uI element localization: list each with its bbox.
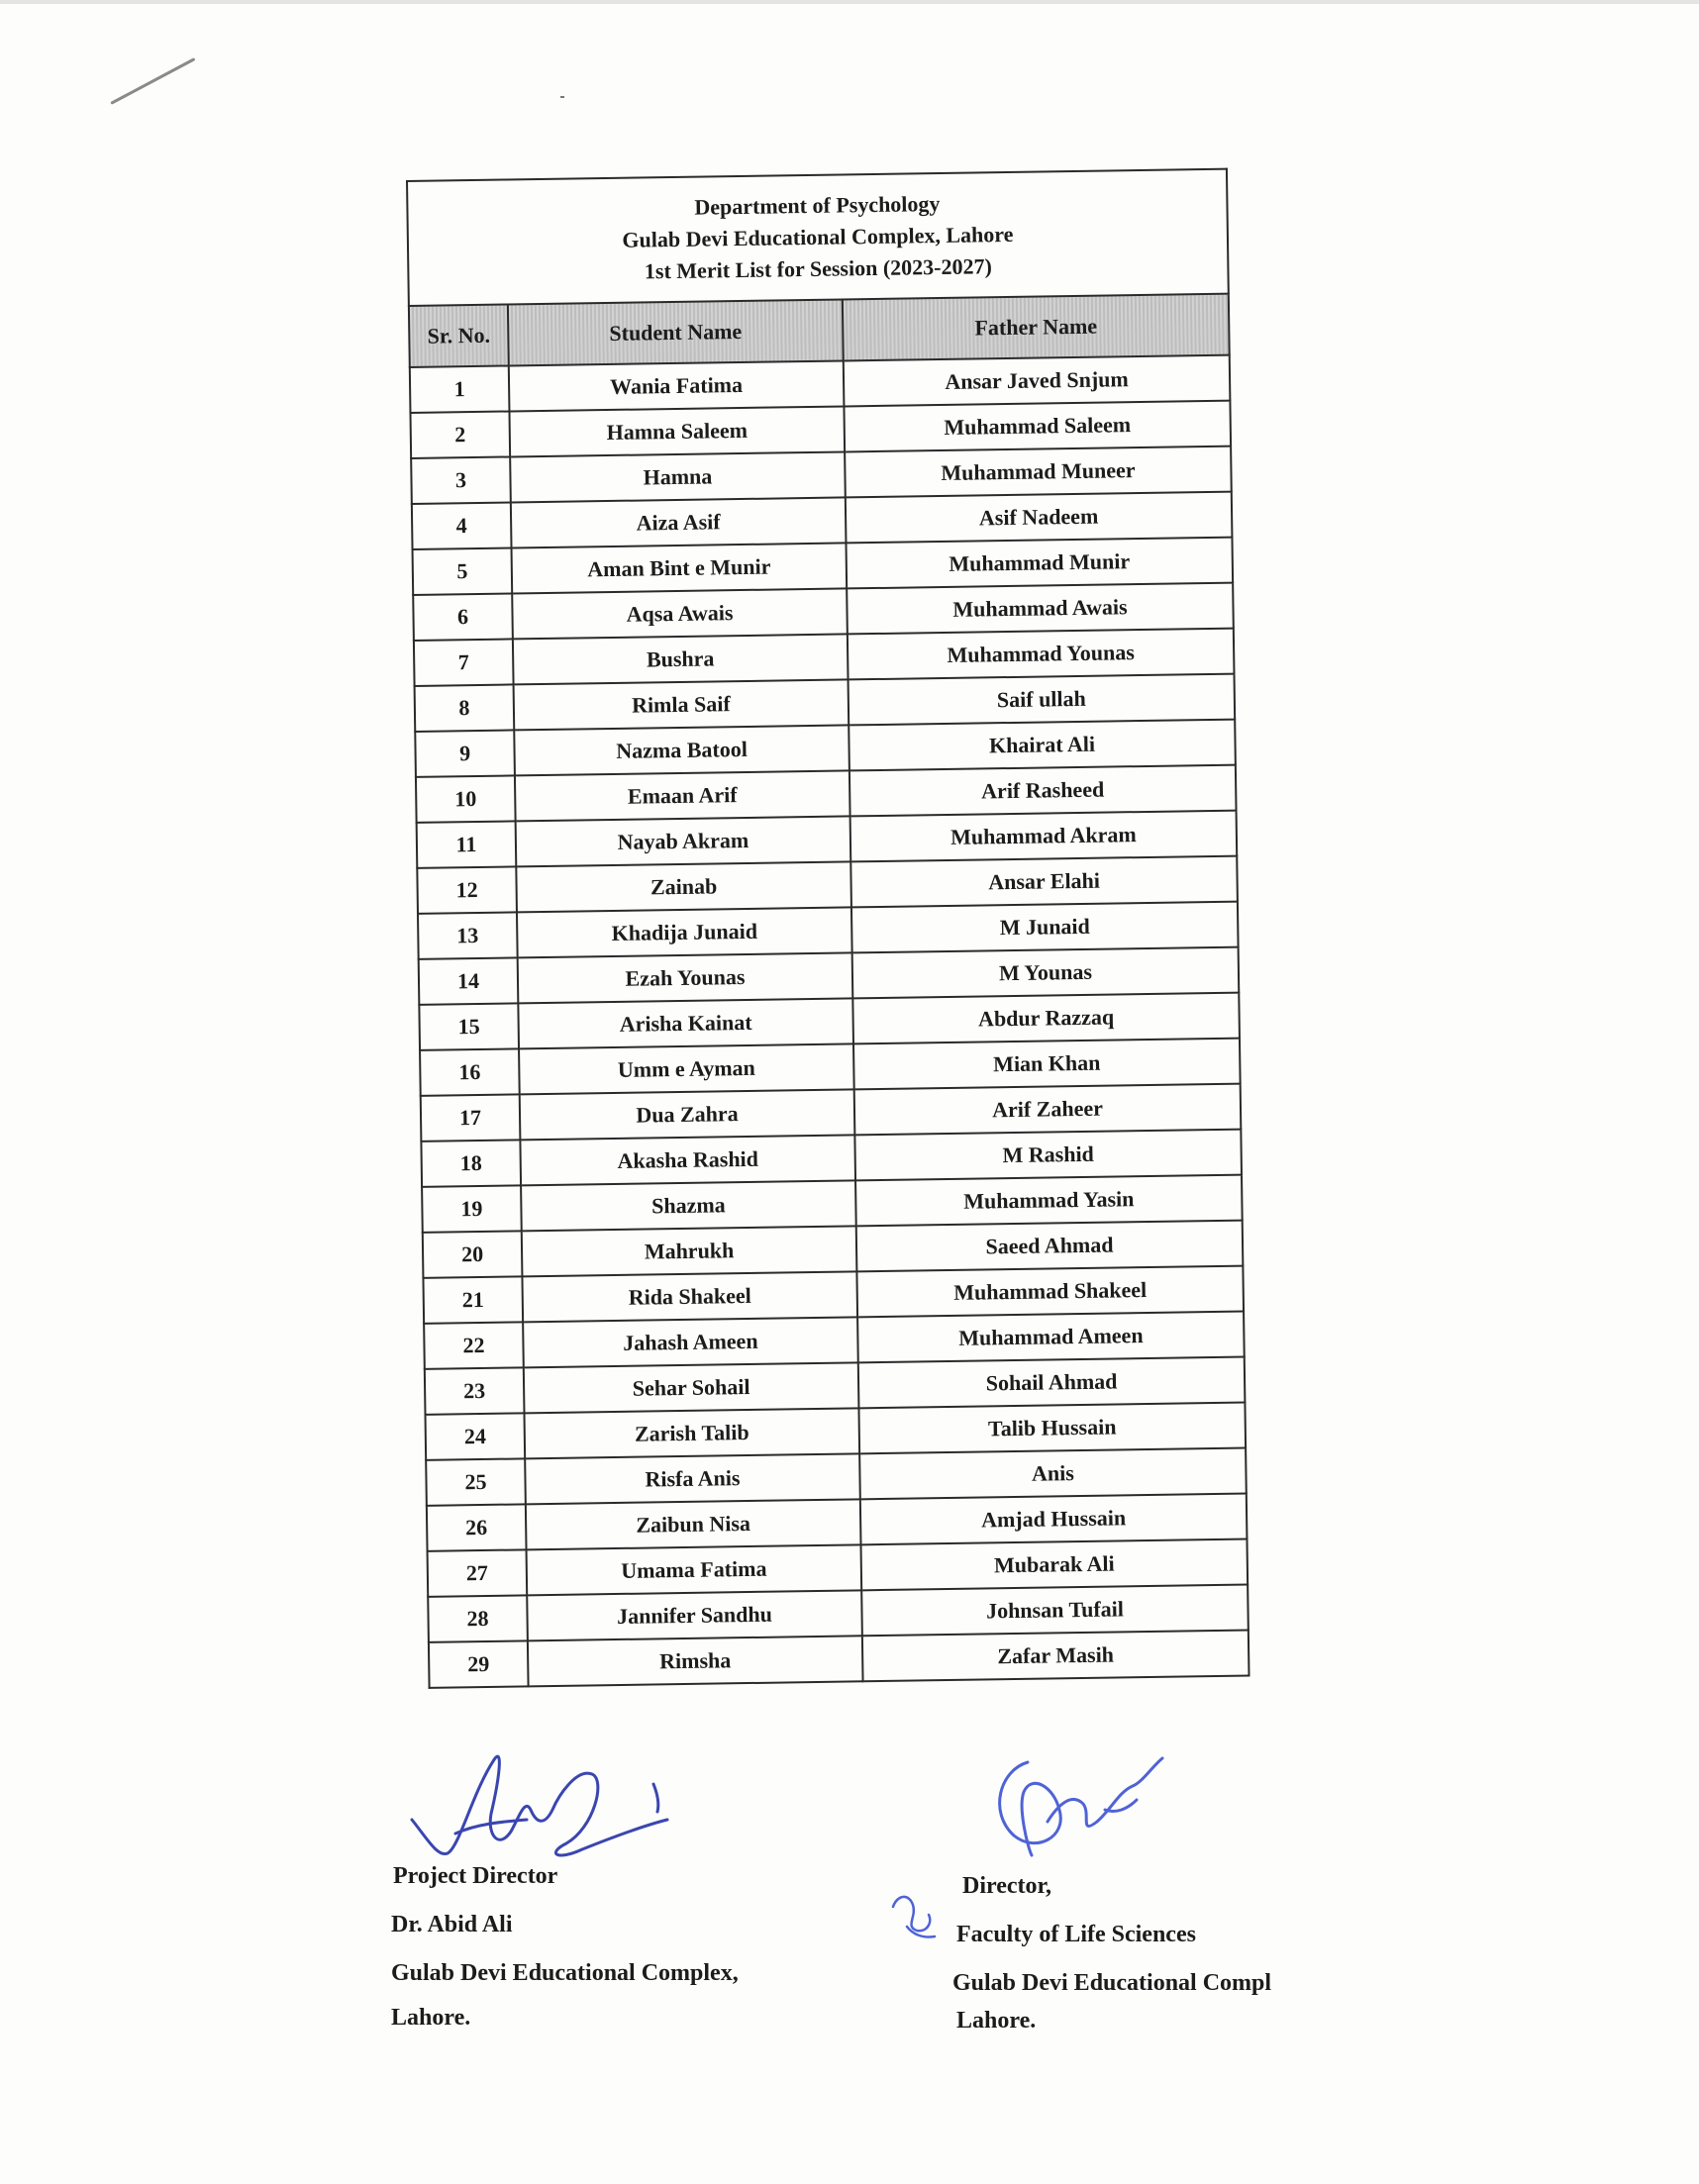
father-name-cell: Amjad Hussain bbox=[860, 1494, 1248, 1545]
father-name-cell: Muhammad Muneer bbox=[845, 447, 1232, 498]
left-signatory-title: Project Director bbox=[393, 1863, 558, 1889]
sr-no-cell: 2 bbox=[410, 411, 510, 457]
sr-no-cell: 9 bbox=[415, 730, 515, 776]
sr-no-cell: 27 bbox=[428, 1549, 528, 1596]
student-name-cell: Zainab bbox=[516, 861, 851, 912]
project-director-signature bbox=[408, 1750, 685, 1869]
student-name-cell: Sehar Sohail bbox=[524, 1362, 859, 1413]
father-name-cell: Talib Hussain bbox=[858, 1403, 1246, 1454]
pen-stroke-mark bbox=[110, 57, 195, 105]
sr-no-cell: 4 bbox=[412, 502, 512, 548]
father-name-cell: Arif Zaheer bbox=[854, 1084, 1242, 1136]
student-name-cell: Rimla Saif bbox=[514, 679, 850, 730]
student-name-cell: Dua Zahra bbox=[520, 1089, 855, 1140]
student-name-cell: Umama Fatima bbox=[527, 1544, 862, 1595]
sr-no-cell: 15 bbox=[419, 1003, 519, 1049]
merit-list-table bbox=[406, 168, 1250, 1689]
sr-no-cell: 3 bbox=[411, 456, 511, 503]
student-name-cell: Rida Shakeel bbox=[522, 1271, 857, 1322]
sr-no-cell: 10 bbox=[416, 775, 516, 822]
table-title bbox=[407, 169, 1229, 306]
sr-no-cell: 7 bbox=[414, 639, 514, 685]
sr-no-cell: 22 bbox=[424, 1322, 524, 1368]
director-signature bbox=[988, 1752, 1166, 1861]
father-name-cell: Ansar Elahi bbox=[850, 856, 1238, 908]
sr-no-cell: 20 bbox=[423, 1231, 523, 1277]
father-name-cell: M Younas bbox=[852, 947, 1240, 999]
column-header-sr-no: Sr. No. bbox=[409, 304, 509, 366]
father-name-cell: Muhammad Younas bbox=[848, 629, 1235, 680]
column-header-student-name: Student Name bbox=[508, 299, 844, 365]
student-name-cell: Nayab Akram bbox=[516, 816, 851, 866]
student-name-cell: Rimsha bbox=[528, 1636, 863, 1686]
sr-no-cell: 19 bbox=[422, 1185, 522, 1232]
sr-no-cell: 13 bbox=[418, 912, 518, 958]
father-name-cell: Saeed Ahmad bbox=[856, 1221, 1244, 1272]
student-name-cell: Nazma Batool bbox=[514, 725, 850, 775]
father-name-cell: Khairat Ali bbox=[849, 720, 1236, 771]
sr-no-cell: 18 bbox=[421, 1140, 521, 1186]
sr-no-cell: 29 bbox=[429, 1640, 529, 1687]
student-name-cell: Aman Bint e Munir bbox=[512, 543, 848, 593]
father-name-cell: Muhammad Akram bbox=[850, 811, 1238, 862]
student-name-cell: Akasha Rashid bbox=[520, 1135, 855, 1185]
sr-no-cell: 26 bbox=[427, 1504, 527, 1550]
sr-no-cell: 17 bbox=[421, 1094, 521, 1141]
student-name-cell: Emaan Arif bbox=[515, 770, 850, 821]
student-name-cell: Umm e Ayman bbox=[519, 1043, 854, 1094]
table-title-row bbox=[407, 169, 1229, 306]
father-name-cell: Sohail Ahmad bbox=[858, 1357, 1246, 1409]
student-name-cell: Risfa Anis bbox=[525, 1453, 860, 1504]
father-name-cell: Ansar Javed Snjum bbox=[844, 355, 1231, 407]
left-signatory-name: Dr. Abid Ali bbox=[391, 1912, 513, 1937]
sr-no-cell: 5 bbox=[413, 547, 513, 594]
student-name-cell: Ezah Younas bbox=[518, 952, 853, 1003]
right-signatory-org: Gulab Devi Educational Compl bbox=[952, 1970, 1272, 1996]
father-name-cell: Mian Khan bbox=[853, 1039, 1241, 1090]
sr-no-cell: 23 bbox=[425, 1367, 525, 1414]
father-name-cell: Muhammad Munir bbox=[846, 538, 1233, 589]
student-name-cell: Wania Fatima bbox=[509, 360, 845, 411]
student-name-cell: Khadija Junaid bbox=[517, 907, 852, 957]
sr-no-cell: 1 bbox=[410, 365, 510, 412]
father-name-cell: Muhammad Awais bbox=[847, 583, 1234, 635]
father-name-cell: Asif Nadeem bbox=[846, 492, 1233, 544]
father-name-cell: M Rashid bbox=[854, 1130, 1242, 1181]
department-title: Department of Psychology bbox=[694, 191, 941, 220]
left-signatory-org: Gulab Devi Educational Complex, bbox=[391, 1960, 739, 1986]
merit-list-sheet bbox=[406, 168, 1249, 1689]
right-signatory-title: Director, bbox=[962, 1873, 1051, 1899]
sr-no-cell: 25 bbox=[426, 1458, 526, 1505]
father-name-cell: Saif ullah bbox=[849, 674, 1236, 726]
sr-no-cell: 21 bbox=[423, 1276, 523, 1323]
student-name-cell: Zaibun Nisa bbox=[526, 1499, 861, 1549]
father-name-cell: M Junaid bbox=[851, 902, 1239, 953]
father-name-cell: Johnsan Tufail bbox=[861, 1585, 1249, 1637]
father-name-cell: Anis bbox=[859, 1448, 1247, 1500]
sr-no-cell: 24 bbox=[425, 1413, 525, 1459]
father-name-cell: Arif Rasheed bbox=[850, 765, 1237, 817]
student-name-cell: Jahash Ameen bbox=[523, 1317, 858, 1367]
father-name-cell: Muhammad Saleem bbox=[844, 401, 1231, 452]
student-name-cell: Mahrukh bbox=[522, 1226, 857, 1276]
right-signatory-city: Lahore. bbox=[956, 2008, 1037, 2034]
right-signatory-faculty: Faculty of Life Sciences bbox=[956, 1922, 1196, 1947]
sr-no-cell: 6 bbox=[413, 593, 513, 640]
scan-top-edge bbox=[0, 0, 1699, 4]
student-name-cell: Zarish Talib bbox=[524, 1408, 859, 1458]
father-name-cell: Muhammad Ameen bbox=[857, 1312, 1245, 1363]
student-name-cell: Jannifer Sandhu bbox=[527, 1590, 862, 1640]
sr-no-cell: 14 bbox=[419, 957, 519, 1004]
student-name-cell: Hamna Saleem bbox=[509, 406, 845, 456]
student-name-cell: Hamna bbox=[510, 451, 846, 502]
sr-no-cell: 28 bbox=[428, 1595, 528, 1641]
father-name-cell: Zafar Masih bbox=[862, 1631, 1249, 1682]
session-title: 1st Merit List for Session (2023-2027) bbox=[644, 253, 993, 284]
institution-title: Gulab Devi Educational Complex, Lahore bbox=[622, 221, 1014, 252]
student-name-cell: Shazma bbox=[521, 1180, 856, 1231]
sr-no-cell: 12 bbox=[417, 866, 517, 913]
father-name-cell: Muhammad Yasin bbox=[855, 1175, 1243, 1227]
sr-no-cell: 11 bbox=[417, 821, 517, 867]
scan-speck bbox=[560, 96, 564, 98]
father-name-cell: Abdur Razzaq bbox=[852, 993, 1240, 1044]
column-header-father-name: Father Name bbox=[843, 294, 1230, 361]
sr-no-cell: 8 bbox=[415, 684, 515, 731]
father-name-cell: Mubarak Ali bbox=[860, 1539, 1248, 1591]
student-name-cell: Aiza Asif bbox=[511, 497, 847, 547]
left-signatory-city: Lahore. bbox=[391, 2005, 471, 2031]
student-name-cell: Arisha Kainat bbox=[518, 998, 853, 1048]
student-name-cell: Aqsa Awais bbox=[512, 588, 848, 639]
father-name-cell: Muhammad Shakeel bbox=[856, 1266, 1244, 1318]
student-name-cell: Bushra bbox=[513, 634, 849, 684]
sr-no-cell: 16 bbox=[420, 1048, 520, 1095]
director-initials-mark bbox=[887, 1887, 947, 1942]
